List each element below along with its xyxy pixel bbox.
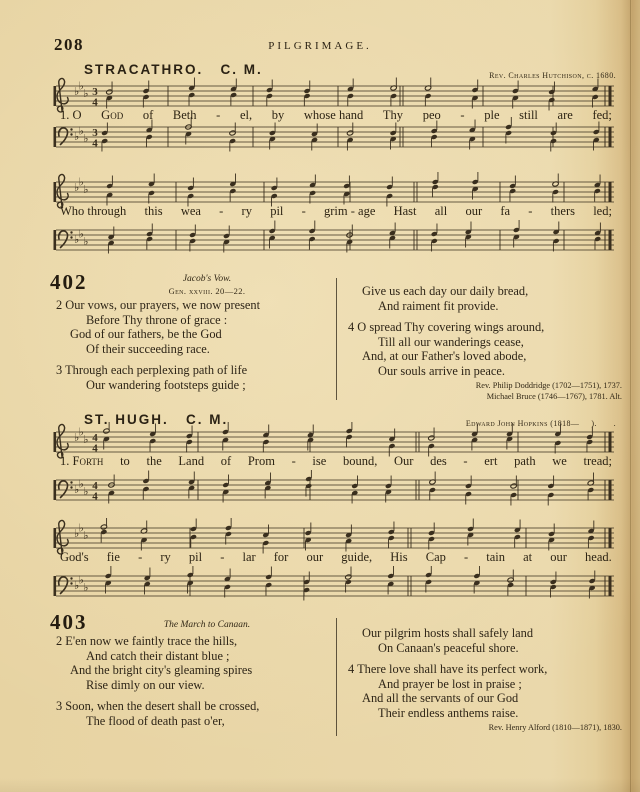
svg-text:♭: ♭ [83,433,89,446]
stanza [348,626,626,655]
svg-text:♭: ♭ [78,227,84,241]
lyric-syllable: Beth [172,108,197,122]
verse-line: 2 Our vows, our prayers, we now present [56,298,261,312]
lyric-syllable: we [552,454,567,468]
verse-line: And all the servants of our God [362,691,519,705]
lyric-syllable: - [138,550,143,564]
verse-line: And catch their distant blue ; [86,648,230,663]
lyric-syllable: - [219,204,224,218]
lyric-syllable: head. [585,550,612,564]
tune-composer-st-hugh: Edward John Hopkins (1818— ). . [465,419,616,428]
stanza [56,699,334,728]
verse-line: Our souls arrive in peace. [378,363,505,378]
column-divider [336,278,337,400]
verse-line: Our wandering footsteps guide ; [86,377,246,392]
verse-line: Till all our wanderings cease, [378,334,524,349]
lyric-syllable: - [220,550,225,564]
svg-text:3: 3 [92,86,98,98]
svg-text:3: 3 [92,127,98,139]
svg-text:♭: ♭ [78,477,84,491]
lyric-syllable: the [146,454,162,468]
svg-text:♭: ♭ [83,485,89,498]
verse-line: Of their succeeding race. [86,341,210,356]
lyric-syllable: at [523,550,533,564]
hymn-title: Jacob's Vow. [182,274,232,284]
lyric-syllable: for [273,550,289,564]
lyric-syllable: des [430,454,447,468]
lyric-syllable: ise [312,454,327,468]
lyric-syllable: God [101,108,124,122]
svg-text:♭: ♭ [74,579,80,592]
column-divider [336,618,337,736]
svg-text:♭: ♭ [78,79,84,93]
verse-line: And prayer be lost in praise ; [378,676,522,691]
hymn-number: 402 [50,270,88,294]
svg-text:♭: ♭ [74,85,80,98]
lyric-syllable: Land [178,454,205,468]
svg-text:♭: ♭ [83,183,89,196]
lyric-syllable: - [463,550,469,564]
lyric-syllable: - [216,108,221,122]
lyric-syllable: of [142,108,154,122]
lyric-syllable: path [514,454,536,468]
lyric-syllable: - [528,204,533,218]
verse-line: And raiment fit provide. [378,298,499,313]
verse-column-right [348,284,626,402]
svg-text:♭: ♭ [83,87,89,100]
lyric-syllable: by [271,108,285,122]
hymn-reference: Gen. xxviii. 20—22. [168,286,246,296]
svg-text:♭: ♭ [74,483,80,496]
svg-text:♭: ♭ [83,529,89,542]
lyric-syllable: our [465,204,483,218]
verse-line: Before Thy throne of grace : [86,312,228,327]
bass-staff [48,220,620,260]
verse-line: And the bright city's gleaming spires [70,663,253,677]
lyric-syllable: - [301,204,306,218]
lyric-syllable: led; [593,204,612,218]
svg-text:4: 4 [92,442,98,455]
lyric-syllable: are [557,108,573,122]
verse-line: Give us each day our daily bread, [362,284,529,298]
lyric-syllable: bound, [342,454,378,468]
attribution-line: Rev. Henry Alford (1810—1871), 1830. [488,723,622,732]
lyric-syllable: peo [422,108,441,122]
verse-line: God of our fathers, be the God [70,327,222,341]
hymn-title: The March to Canaan. [163,620,251,630]
lyric-syllable: still [519,108,538,122]
svg-text:♭: ♭ [78,521,84,535]
lyric-syllable: lar [242,550,256,564]
lyric-syllable: God's [60,550,89,564]
svg-text:♭: ♭ [78,573,84,587]
lyric-syllable: wea [180,204,201,218]
hymn-number: 403 [50,610,88,634]
page-number: 208 [54,35,84,54]
stanza [56,363,334,392]
bass-staff [48,117,620,157]
svg-text:♭: ♭ [74,181,80,194]
lyric-line [60,550,612,566]
svg-text:♭: ♭ [74,130,80,143]
svg-text:♭: ♭ [78,124,84,138]
lyric-syllable: pil [270,204,284,218]
lyric-syllable: - [460,108,465,122]
stanza [348,284,626,313]
svg-text:4: 4 [92,137,98,150]
lyric-syllable: Cap [425,550,446,564]
lyric-syllable: - [291,454,296,468]
lyric-syllable: our [306,550,324,564]
lyric-syllable: Hast [393,204,417,218]
lyric-syllable: guide, [341,550,373,564]
attribution [348,723,626,734]
attribution-line: Rev. Philip Doddridge (1702—1751), 1737. [475,381,622,390]
verse-line: Their endless anthems raise. [378,705,519,720]
lyric-syllable: whose hand [303,108,364,122]
tune-title-st-hugh: ST. HUGH. C. M. [84,412,229,427]
verse-column-left [56,298,334,392]
lyric-line [60,454,612,470]
verse-column-left [56,634,334,728]
lyric-syllable: tread; [583,454,612,468]
attribution [348,381,626,402]
svg-text:4: 4 [92,96,98,109]
lyric-syllable: tain [486,550,506,564]
hymn-402 [48,270,626,410]
lyric-syllable: grim - age [324,204,376,218]
tune-composer-stracathro: Rev. Charles Hutchison, c. 1680. [489,71,616,80]
page-bottom-shade [0,778,640,792]
lyric-syllable: fa [500,204,511,218]
verse-line: 3 Through each perplexing path of life [56,363,248,377]
running-title: PILGRIMAGE. [268,40,372,52]
hymn-403 [48,610,626,760]
svg-text:♭: ♭ [74,233,80,246]
lyric-syllable: 1. O [60,108,82,122]
verse-line: 4 There love shall have its perfect work, [348,662,548,676]
svg-text:♭: ♭ [78,175,84,189]
lyric-syllable: to [120,454,130,468]
tune-title-stracathro: STRACATHRO. C. M. [84,62,263,77]
svg-text:♭: ♭ [74,431,80,444]
lyric-syllable: thers [550,204,575,218]
svg-text:♭: ♭ [74,527,80,540]
verse-line: Rise dimly on our view. [86,677,205,692]
verse-line: Our pilgrim hosts shall safely land [362,626,534,640]
svg-text:♭: ♭ [83,235,89,248]
verse-line: The flood of death past o'er, [86,713,225,728]
lyric-syllable: fed; [592,108,612,122]
stanza [348,320,626,378]
bass-staff [48,470,620,510]
verse-line: 3 Soon, when the desert shall be crossed, [56,699,260,713]
verse-line: And, at our Father's loved abode, [362,349,527,363]
lyric-syllable: pil [188,550,203,564]
lyric-syllable: Prom [247,454,275,468]
svg-text:♭: ♭ [83,581,89,594]
lyric-syllable: Thy [382,108,404,122]
verse-column-right [348,626,626,734]
bass-staff [48,566,620,606]
lyric-syllable: all [434,204,448,218]
verse-line: 2 E'en now we faintly trace the hills, [56,634,238,648]
attribution-line: Michael Bruce (1746—1767), 1781. Alt. [486,391,622,401]
lyric-line [60,204,612,220]
stanza [348,662,626,720]
lyric-syllable: fie [106,550,120,564]
svg-text:♭: ♭ [78,425,84,439]
lyric-syllable: - [463,454,468,468]
svg-text:4: 4 [92,480,98,492]
svg-text:4: 4 [92,432,98,444]
lyric-syllable: of [220,454,232,468]
lyric-syllable: His [390,550,408,564]
lyric-syllable: 1. Forth [60,454,104,468]
lyric-syllable: ry [160,550,171,564]
lyric-syllable: this [144,204,163,218]
stanza [56,634,334,692]
lyric-syllable: our [550,550,567,564]
lyric-syllable: el, [239,108,253,122]
stanza [56,298,334,356]
svg-text:4: 4 [92,490,98,503]
lyric-syllable: Who through [60,204,127,218]
verse-line: 4 O spread Thy covering wings around, [348,320,545,334]
lyric-syllable: ry [241,204,252,218]
page-edge-shadow [630,0,631,792]
lyric-syllable: ert [484,454,498,468]
lyric-syllable: ple [484,108,500,122]
svg-text:♭: ♭ [83,132,89,145]
verse-line: On Canaan's peaceful shore. [378,640,519,655]
lyric-syllable: Our [393,454,414,468]
